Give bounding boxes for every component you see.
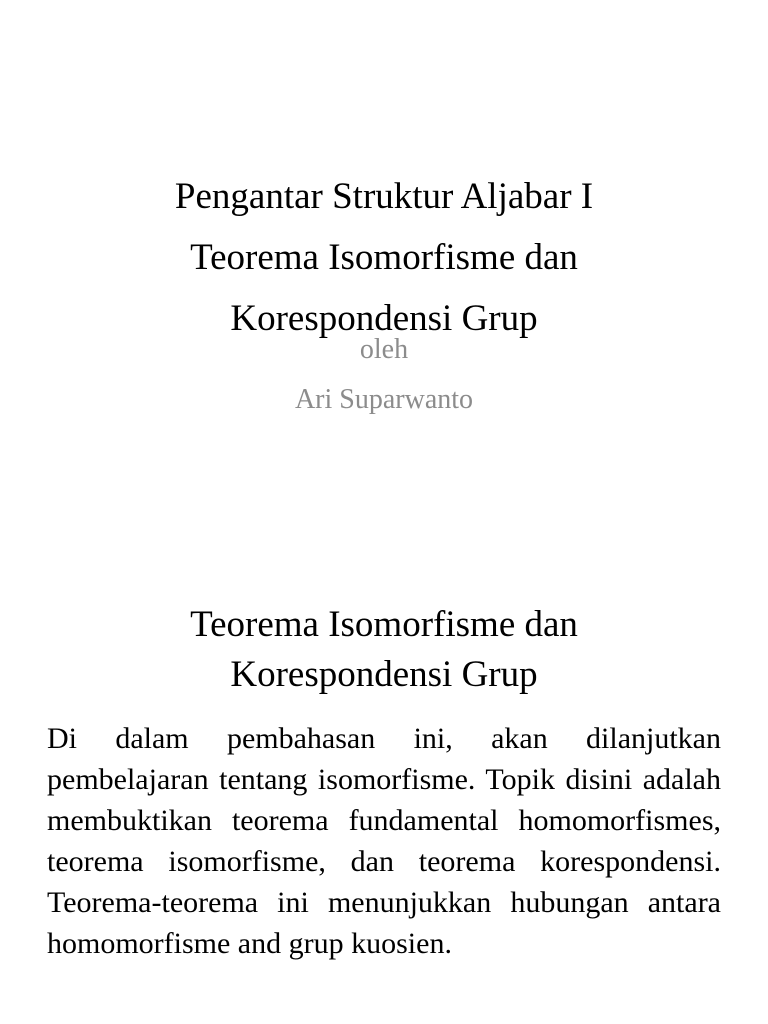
content-slide xyxy=(0,512,768,1024)
title-line-1: Pengantar Struktur Aljabar I xyxy=(174,176,594,217)
slide-title xyxy=(0,600,768,700)
slide-title-line-1: Teorema Isomorfisme dan xyxy=(190,604,578,645)
slide-title-line-2: Korespondensi Grup xyxy=(230,654,538,695)
title-line-2: Teorema Isomorfisme dan xyxy=(190,237,578,278)
body-paragraph: Di dalam pembahasan ini, akan dilanjutkan pembelajaran tentang isomorfisme. Topik disini adalah membuktikan teorema fundamental homomorfismes, teorema isomorfisme, dan teorema korespondensi. Teorema-teorema ini menunjukkan hubungan antara homomorfisme and grup kuosien. xyxy=(47,722,721,960)
byline-label: oleh xyxy=(359,334,409,365)
presentation-title xyxy=(0,166,768,349)
title-line-3: Korespondensi Grup xyxy=(230,298,538,339)
author-name: Ari Suparwanto xyxy=(294,384,474,415)
